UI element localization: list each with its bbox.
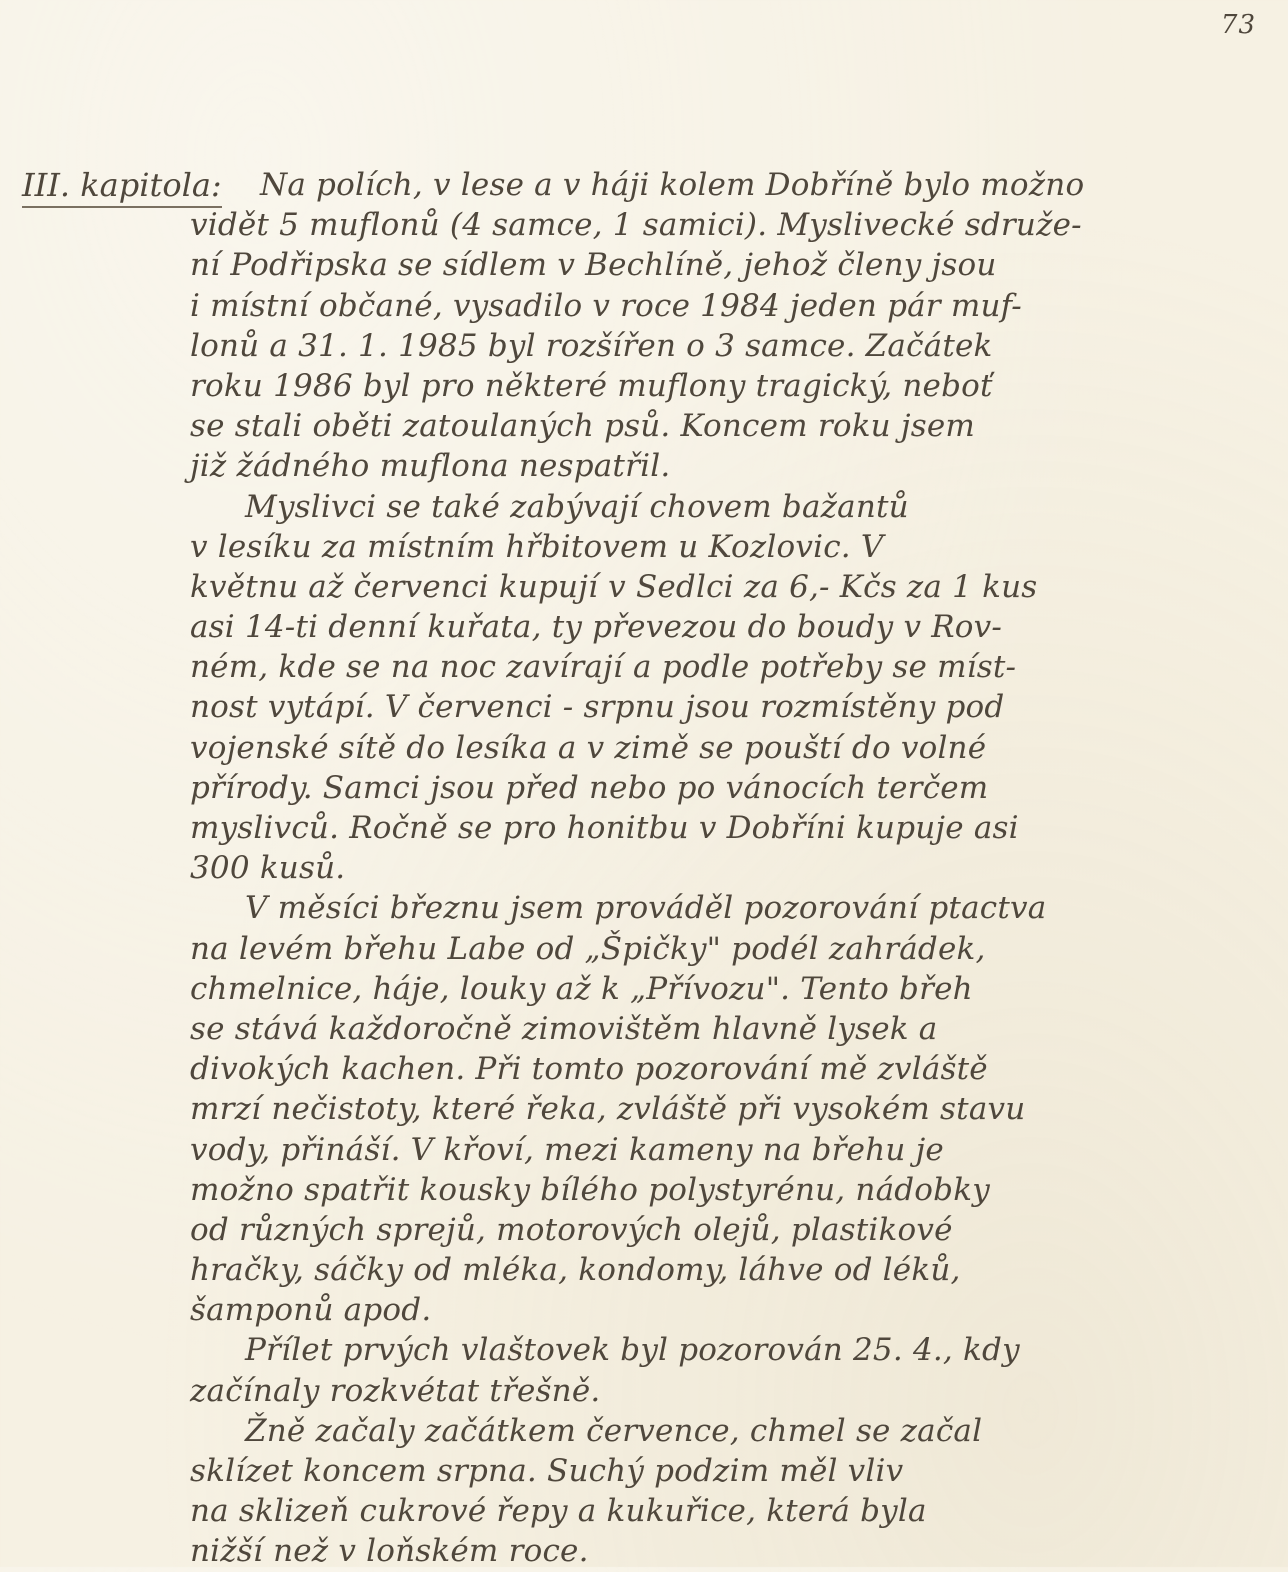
text-line: hračky, sáčky od mléka, kondomy, láhve od léků, [190, 1252, 961, 1289]
text-line: ní Podřipska se sídlem v Bechlíně, jehož členy jsou [190, 247, 997, 284]
text-line: vody, přináší. V křoví, mezi kameny na břehu je [190, 1131, 944, 1168]
text-line: 300 kusů. [190, 850, 346, 887]
text-line: na sklizeň cukrové řepy a kukuřice, která byla [190, 1493, 927, 1530]
text-line: nost vytápí. V červenci - srpnu jsou rozmístěny pod [190, 689, 1005, 726]
text-line: sklízet koncem srpna. Suchý podzim měl vliv [190, 1453, 904, 1489]
text-line: vojenské sítě do lesíka a v zimě se pouští do volné [190, 729, 987, 766]
text-line: myslivců. Ročně se pro honitbu v Dobříni kupuje asi [190, 810, 1019, 846]
text-line: lonů a 31. 1. 1985 byl rozšířen o 3 samce. Začátek [190, 327, 993, 364]
text-line: divokých kachen. Při tomto pozorování mě zvláště [190, 1051, 988, 1088]
text-line: na levém břehu Labe od „Špičky" podél zahrádek, [190, 930, 986, 967]
chronicle-text [190, 165, 1150, 1572]
text-line: Myslivci se také zabývají chovem bažantů [245, 488, 909, 525]
text-line: v lesíku za místním hřbitovem u Kozlovic. V [190, 528, 884, 565]
text-line: květnu až červenci kupují v Sedlci za 6,- Kčs za 1 kus [190, 568, 1038, 605]
text-line: přírody. Samci jsou před nebo po vánocích terčem [190, 769, 989, 806]
text-line: asi 14-ti denní kuřata, ty převezou do boudy v Rov- [190, 609, 1003, 646]
text-line: roku 1986 byl pro některé muflony tragický, neboť [190, 367, 993, 404]
text-line: Přílet prvých vlaštovek byl pozorován 25. 4., kdy [245, 1332, 1020, 1369]
text-line: V měsíci březnu jsem prováděl pozorování ptactva [245, 890, 1047, 927]
text-line: možno spatřit kousky bílého polystyrénu, nádobky [190, 1171, 990, 1208]
text-line: vidět 5 muflonů (4 samce, 1 samici). Myslivecké sdruže- [190, 207, 1082, 244]
text-line: se stává každoročně zimovištěm hlavně lysek a [190, 1010, 938, 1047]
page-number: 73 [1220, 10, 1256, 40]
text-line: Na polích, v lese a v háji kolem Dobříně bylo možno [260, 167, 1085, 203]
text-line: nižší než v loňském roce. [190, 1533, 589, 1570]
text-line: se stali oběti zatoulaných psů. Koncem roku jsem [190, 408, 975, 445]
text-line: chmelnice, háje, louky až k „Přívozu". Tento břeh [190, 970, 973, 1007]
text-line: mrzí nečistoty, které řeka, zvláště při vysokém stavu [190, 1091, 1026, 1128]
text-line: od různých sprejů, motorových olejů, plastikové [190, 1211, 953, 1248]
text-line: začínaly rozkvétat třešně. [190, 1372, 601, 1409]
text-line: již žádného muflona nespatřil. [190, 448, 671, 485]
text-line: šamponů apod. [190, 1292, 432, 1329]
text-line: i místní občané, vysadilo v roce 1984 jeden pár muf- [190, 287, 1022, 324]
text-line: ném, kde se na noc zavírají a podle potřeby se míst- [190, 649, 1017, 686]
text-line: Žně začaly začátkem července, chmel se začal [245, 1412, 983, 1449]
chapter-label: III. kapitola: [22, 166, 222, 208]
